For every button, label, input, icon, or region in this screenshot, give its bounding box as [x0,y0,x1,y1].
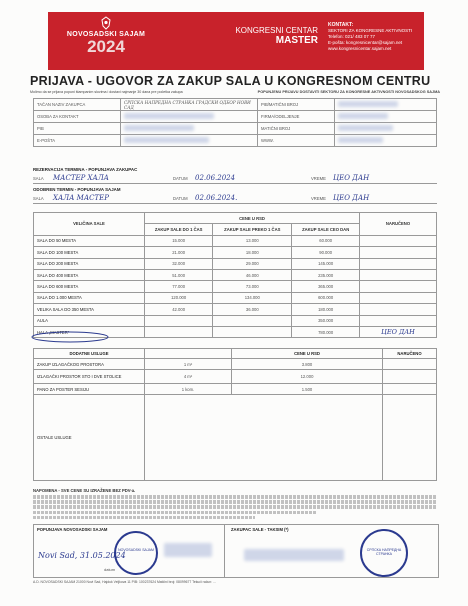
footer: A.D. NOVOSADSKI SAJAM 21000 Novi Sad, Hajduk Veljkova 11 PIB: 100237624 Matični broj: 08099677 Tekući račun: ... [33,580,216,584]
party-stamp [360,529,408,577]
approval-title: ODOBREN TERMIN - POPUNJAVA SAJAM [33,187,121,192]
price-cell: 120.000 [145,292,213,303]
price-cell [145,326,213,337]
table-row [34,269,437,280]
website-field[interactable] [335,135,437,147]
pib-field[interactable] [335,99,437,111]
price-cell: 600.000 [292,292,360,303]
department-field[interactable] [335,111,437,123]
blurred-signature [244,549,344,561]
logo-name: NOVOSADSKI SAJAM [66,31,146,38]
place-date[interactable]: Novi Sad, 31.05.2024 [38,551,126,560]
registration-field[interactable] [335,123,437,135]
col-header [145,349,232,359]
table-header-row [34,213,437,224]
reservation-time-value[interactable]: ЦЕО ДАН [333,174,370,182]
order-cell[interactable] [360,235,437,246]
price-cell [213,315,292,326]
applicant-info-table [33,98,437,147]
price-cell: 350.000 [292,315,360,326]
hall-prices-table [33,212,437,338]
col-header: CENE U RSD [232,349,383,359]
field-label: FIRMA/ODELJENJE [258,111,335,123]
sajam-stamp [114,531,158,575]
subline-left: Molimo da se prijava popuni štampanim slovima i dostavi najmanje 30 dana pre početka zakupa [30,90,183,94]
approval-date-value[interactable]: 02.06.2024. [195,194,238,202]
note-text-line [33,495,437,499]
applicant-name-field[interactable]: СРПСКА НАПРЕДНА СТРАНКА ГРАДСКИ ОДБОР НОВИ САД [121,99,258,111]
hall-name: SALA DO 100 MESTA [34,247,145,258]
services-table [33,348,437,481]
contact-block [328,22,420,52]
hall-name: SALA DO 200 MESTA [34,258,145,269]
datum-label: DATUM [173,195,188,201]
kongresni-centar-title [208,26,318,46]
note-text-line [33,505,437,509]
price-cell: 18.000 [213,247,292,258]
note-text-line [33,511,316,515]
price-cell: 32.000 [145,258,213,269]
hall-name: HALA „MASTER" [34,326,145,337]
reservation-title: REZERVACIJA TERMINA - POPUNJAVA ZAKUPAC [33,167,138,172]
col-header: DODATNE USLUGE [34,349,145,359]
signature-section [33,524,439,578]
reservation-date-value[interactable]: 02.06.2024 [195,174,236,182]
price-cell: 90.000 [292,247,360,258]
order-cell[interactable] [360,304,437,315]
hall-name: SALA DO 400 MESTA [34,269,145,280]
price-cell: 73.000 [213,281,292,292]
table-row [34,247,437,258]
blurred-signature [164,543,212,557]
col-header: ZAKUP SALE CEO DAN [292,224,360,235]
table-row [34,304,437,315]
vreme-label: VREME [311,175,326,181]
price-cell: 21.000 [145,247,213,258]
price-cell: 42.000 [145,304,213,315]
price-cell: 77.000 [145,281,213,292]
field-label: TAČAN NAZIV ZAKUPCA [34,99,121,111]
field-label: OSOBA ZA KONTAKT [34,111,121,123]
order-cell[interactable] [360,292,437,303]
other-services-label: OSTALE USLUGE [34,395,145,481]
reservation-sala-value[interactable]: МАСТЕР ХАЛА [53,174,109,182]
email-field[interactable] [121,135,258,147]
logo-year: 2024 [87,37,125,56]
price-cell: 60.000 [292,235,360,246]
table-row [34,384,437,395]
table-header-row [34,349,437,359]
table-row [34,258,437,269]
col-header: NARUČENO [383,349,437,359]
price-cell: 780.000 [292,326,360,337]
reservation-row [33,173,437,184]
price-cell [213,326,292,337]
note-text-line [33,500,437,504]
contact-line: SEKTORI ZA KONGRESNE AKTIVNOSTI [328,28,413,33]
signature-left-label: POPUNJAVA NOVOSADSKI SAJAM [37,527,108,532]
unit-cell: 1 kom. [145,384,232,395]
order-cell[interactable] [360,315,437,326]
datum-label: DATUM [173,175,188,181]
kc-line2: MASTER [275,35,318,46]
hall-name: SALA DO 50 MESTA [34,235,145,246]
pib-value-field[interactable] [121,123,258,135]
field-label: PIB/MATIČNI BROJ [258,99,335,111]
price-cell: 46.000 [213,269,292,280]
table-row [34,135,437,147]
price-cell: 180.000 [292,304,360,315]
order-cell[interactable] [383,395,437,481]
table-row [34,359,437,370]
field-label: MATIČNI BROJ [258,123,335,135]
unit-cell: 4 m² [145,370,232,384]
price-cell [145,315,213,326]
approval-section [33,186,437,204]
price-cell: 365.000 [292,281,360,292]
hall-name: AULA [34,315,145,326]
unit-cell: 1 m² [145,359,232,370]
crest-icon [98,16,114,30]
order-cell[interactable] [360,269,437,280]
subline [30,90,440,94]
service-name: IZLAGAČKI PROSTOR STO I DVE STOLICE [34,370,145,384]
stamp-text: NOVOSADSKI SAJAM [118,548,154,552]
stamp-text: СРПСКА НАПРЕДНА СТРАНКА [366,548,402,556]
approval-sala-value[interactable]: ХАЛА МАСТЕР [53,194,109,202]
col-header: ZAKUP SALE PREKO 1 ČAS [213,224,292,235]
contact-title: KONTAKT: [328,22,354,28]
reservation-section [33,166,437,184]
hall-name: VELIKA SALA DO 350 MESTA [34,304,145,315]
note-text-line [33,516,255,520]
subline-right: POPUNJENU PRIJAVU DOSTAVITI SEKTORU ZA KONGRESNE AKTIVNOSTI NOVOSADSKOG SAJMA [257,90,440,94]
logo [58,16,154,66]
hall-name: SALA DO 600 MESTA [34,281,145,292]
field-label: E-POŠTA [34,135,121,147]
approval-time-value[interactable]: ЦЕО ДАН [333,194,370,202]
price-cell: 51.000 [145,269,213,280]
group-header: CENE U RSD [145,213,360,224]
service-name: ZAKUP IZLAGAČKOG PROSTORA [34,359,145,370]
hand-drawn-circle [30,330,120,344]
order-cell[interactable] [383,384,437,395]
table-row [34,315,437,326]
note-section [33,488,437,521]
price-cell: 235.000 [292,269,360,280]
price-cell: 3.800 [232,359,383,370]
contact-person-field[interactable] [121,111,258,123]
order-cell-hala-master[interactable]: ЦЕО ДАН [360,326,437,337]
price-cell: 12.000 [232,370,383,384]
price-cell: 13.000 [213,235,292,246]
signature-right-label: ZAKUPAC SALE - TAKSIM (*) [231,527,289,532]
table-row [34,235,437,246]
header-banner [48,12,424,70]
table-row [34,111,437,123]
col-header: VELIČINA SALE [34,213,145,236]
vreme-label: VREME [311,195,326,201]
table-row [34,292,437,303]
table-row [34,99,437,111]
price-cell: 36.000 [213,304,292,315]
datum-label: datum [104,567,116,572]
hall-name: SALA DO 1.000 MESTA [34,292,145,303]
sala-label: SALA [33,175,44,181]
field-label: WWW. [258,135,335,147]
order-cell[interactable] [360,258,437,269]
order-cell[interactable] [360,247,437,258]
table-row-other [34,395,437,481]
col-header: NARUČENO [360,213,437,236]
kc-line1: KONGRESNI CENTAR [235,26,318,35]
approval-row [33,193,437,204]
contact-line: E-pošta: kongresnicentar@sajam.net [328,40,403,45]
document-title: PRIJAVA - UGOVOR ZA ZAKUP SALA U KONGRESNOM CENTRU [30,74,431,88]
price-cell: 15.000 [145,235,213,246]
note-title: NAPOMENA - SVE CENE SU IZRAŽENE BEZ PDV-a. [33,488,136,493]
table-row [34,281,437,292]
price-cell: 29.000 [213,258,292,269]
price-cell: 134.000 [213,292,292,303]
price-cell: 1.500 [232,384,383,395]
table-row [34,123,437,135]
price-cell: 145.000 [292,258,360,269]
col-header: ZAKUP SALE DO 1 ČAS [145,224,213,235]
order-cell[interactable] [383,370,437,384]
order-cell[interactable] [360,281,437,292]
table-row [34,370,437,384]
order-cell[interactable] [383,359,437,370]
contact-line: www.kongresnicentar.sajam.net [328,46,392,51]
contact-line: Telefon: 021/ 483 07 77 [328,34,376,39]
sala-label: SALA [33,195,44,201]
signature-left [34,525,225,577]
field-label: PIB [34,123,121,135]
other-services-field[interactable] [145,395,383,481]
service-name: PANO ZA POSTER SESIJU [34,384,145,395]
